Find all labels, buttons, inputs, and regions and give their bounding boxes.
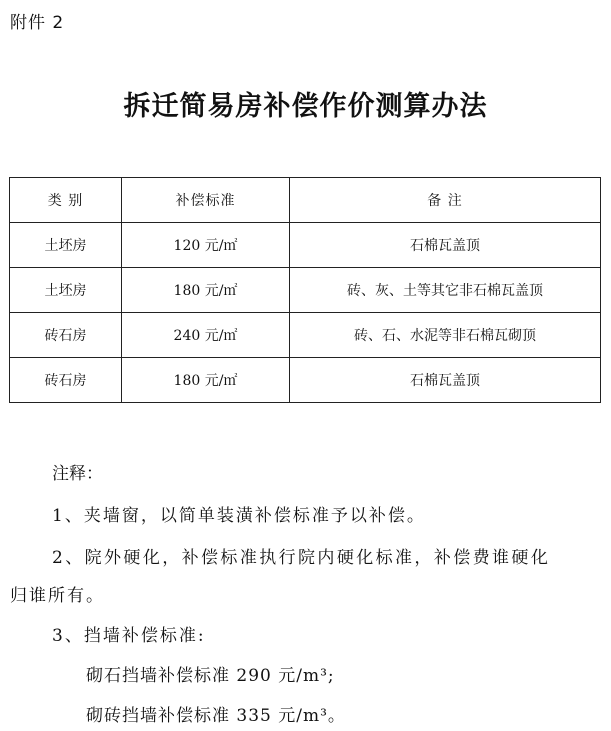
cell-remark: 砖、灰、土等其它非石棉瓦盖顶	[290, 268, 601, 313]
note-item-2-line-2: 归谁所有。	[10, 586, 105, 606]
cell-remark: 石棉瓦盖顶	[290, 358, 601, 403]
compensation-table	[9, 177, 601, 403]
note-item-1: 1、夹墙窗，以简单装潢补偿标准予以补偿。	[52, 506, 426, 526]
table-row	[10, 268, 601, 313]
note-item-3-sub-2: 砌砖挡墙补偿标准 335 元/m³。	[86, 706, 346, 726]
table-header-row	[10, 178, 601, 223]
table-row	[10, 313, 601, 358]
cell-standard: 240 元/㎡	[122, 313, 290, 358]
notes-heading: 注释：	[52, 464, 103, 484]
note-item-3-sub-1: 砌石挡墙补偿标准 290 元/m³;	[86, 666, 335, 686]
note-item-3: 3、挡墙补偿标准:	[52, 626, 206, 646]
header-category: 类 别	[10, 178, 122, 223]
document-title: 拆迁简易房补偿作价测算办法	[123, 91, 488, 122]
attachment-label: 附件 2	[10, 13, 65, 33]
cell-remark: 石棉瓦盖顶	[290, 223, 601, 268]
table-row	[10, 223, 601, 268]
cell-standard: 120 元/㎡	[122, 223, 290, 268]
cell-remark: 砖、石、水泥等非石棉瓦砌顶	[290, 313, 601, 358]
header-remark: 备 注	[290, 178, 601, 223]
cell-standard: 180 元/㎡	[122, 358, 290, 403]
note-item-2-line-1: 2、院外硬化，补偿标准执行院内硬化标准，补偿费谁硬化	[52, 548, 551, 568]
table-row	[10, 358, 601, 403]
cell-type: 砖石房	[10, 358, 122, 403]
cell-standard: 180 元/㎡	[122, 268, 290, 313]
header-standard: 补偿标准	[122, 178, 290, 223]
cell-type: 土坯房	[10, 223, 122, 268]
cell-type: 土坯房	[10, 268, 122, 313]
cell-type: 砖石房	[10, 313, 122, 358]
